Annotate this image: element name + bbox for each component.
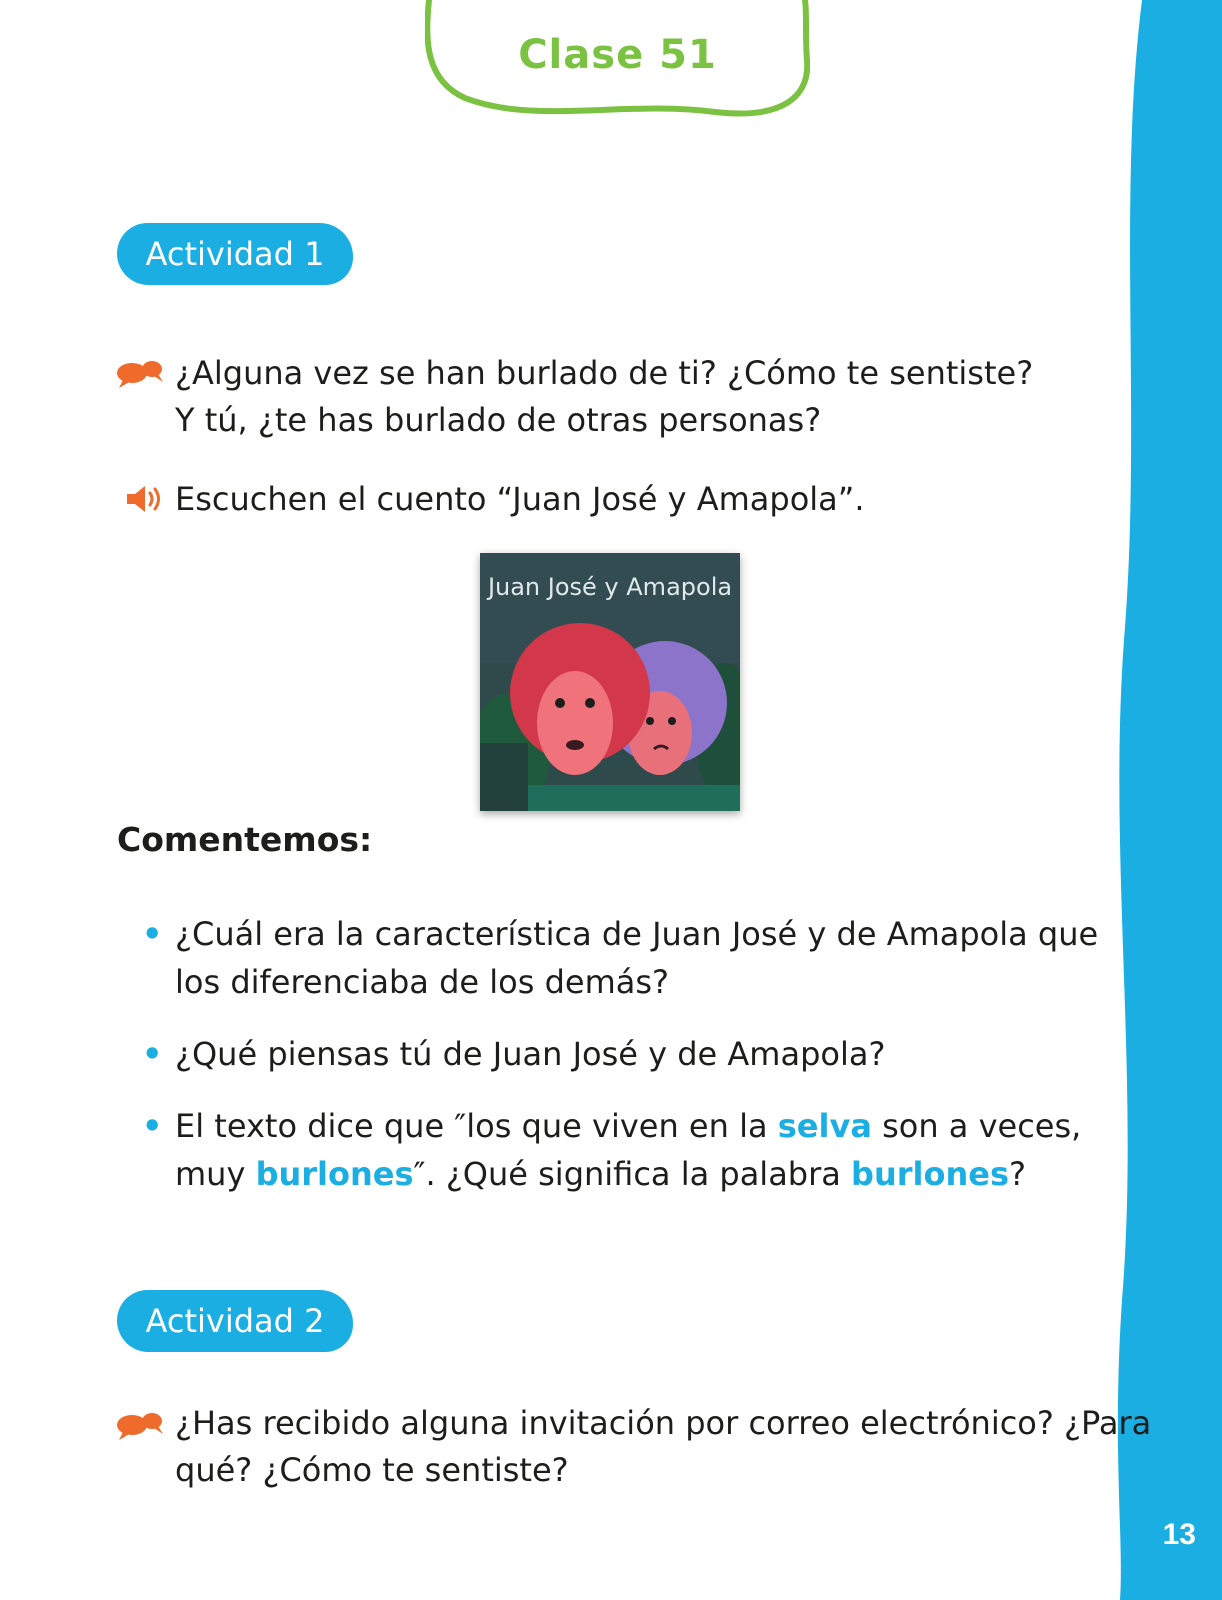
- page-title: Clase 51: [518, 32, 717, 78]
- bullet-3-line1: [175, 1102, 1128, 1150]
- discussion-list: [138, 910, 1128, 1222]
- bullet-3-text: ?: [1009, 1155, 1026, 1193]
- bullet-3-text: El texto dice que ″los que viven en la: [175, 1107, 778, 1145]
- bullet-2-line1: ¿Qué piensas tú de Juan José y de Amapola?: [175, 1035, 886, 1073]
- bullet-3-text: muy: [175, 1155, 256, 1193]
- bullet-3-line2: [175, 1150, 1128, 1198]
- bullet-1-line1: ¿Cuál era la característica de Juan José y de Amapola que: [175, 915, 1099, 953]
- list-item: [138, 1030, 1128, 1078]
- book-cover: [480, 553, 740, 811]
- discussion-heading: Comentemos:: [117, 820, 373, 859]
- speech-bubbles-icon: [115, 358, 165, 390]
- listen-instruction: Escuchen el cuento “Juan José y Amapola”.: [175, 480, 865, 518]
- activity-1-question-line1: ¿Alguna vez se han burlado de ti? ¿Cómo te sentiste?: [175, 354, 1034, 392]
- activity-2-label: Actividad 2: [117, 1290, 353, 1352]
- highlight-word: burlones: [851, 1155, 1009, 1193]
- bullet-dot: •: [142, 1107, 163, 1145]
- list-item: [138, 1102, 1128, 1198]
- activity-2-question-line1: ¿Has recibido alguna invitación por correo electrónico? ¿Para: [175, 1404, 1152, 1442]
- activity-1-label: Actividad 1: [117, 223, 353, 285]
- activity-1-question-line2: Y tú, ¿te has burlado de otras personas?: [175, 401, 822, 439]
- side-band: [1112, 0, 1222, 1600]
- highlight-word: selva: [777, 1107, 872, 1145]
- activity-2-question-line2: qué? ¿Cómo te sentiste?: [175, 1451, 569, 1489]
- bullet-3-text: son a veces,: [871, 1107, 1082, 1145]
- bullet-dot: •: [142, 915, 163, 953]
- bullet-dot: •: [142, 1035, 163, 1073]
- bullet-1-line2: los diferenciaba de los demás?: [175, 963, 669, 1001]
- book-cover-title: Juan José y Amapola: [487, 573, 733, 601]
- list-item: [138, 910, 1128, 1006]
- speech-bubbles-icon: [115, 1410, 165, 1442]
- highlight-word: burlones: [255, 1155, 414, 1193]
- bullet-3-text: ″. ¿Qué significa la palabra: [413, 1155, 852, 1193]
- speaker-icon: [125, 484, 165, 514]
- page-number: 13: [1162, 1518, 1196, 1551]
